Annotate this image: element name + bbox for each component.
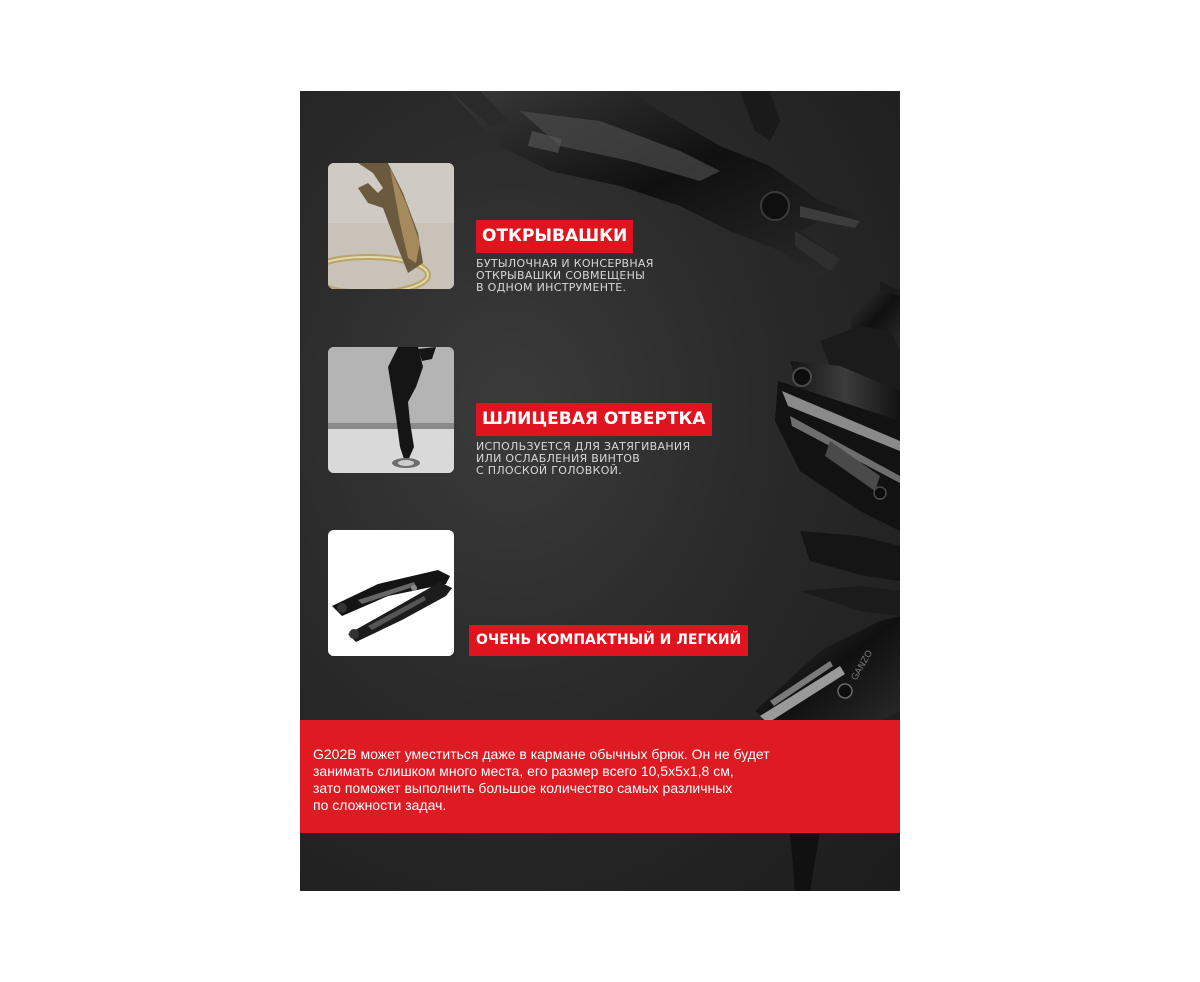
feature-description-openers: БУТЫЛОЧНАЯ И КОНСЕРВНАЯ ОТКРЫВАШКИ СОВМЕЩЕНЫ В ОДНОМ ИНСТРУМЕНТЕ.: [476, 257, 654, 294]
feature-title-compact: ОЧЕНЬ КОМПАКТНЫЙ И ЛЕГКИЙ: [469, 625, 748, 656]
feature-title-screwdriver: ШЛИЦЕВАЯ ОТВЕРТКА: [476, 403, 712, 436]
blade-bottom-shape: [790, 831, 820, 891]
lower-pliers-shape: [755, 531, 900, 731]
banner-text: G202B может уместиться даже в кармане обычных брюк. Он не будет занимать слишком много места, его размер всего 10,5х5х1,8 см, зато поможет выполнить большое количество самых различных по сложности задач.: [313, 746, 770, 813]
feature-description-screwdriver: ИСПОЛЬЗУЕТСЯ ДЛЯ ЗАТЯГИВАНИЯ ИЛИ ОСЛАБЛЕНИЯ ВИНТОВ С ПЛОСКОЙ ГОЛОВКОЙ.: [476, 440, 691, 477]
feature-title-openers: ОТКРЫВАШКИ: [476, 220, 633, 253]
opener-thumbnail: [328, 163, 454, 289]
screwdriver-thumbnail: [328, 347, 454, 473]
product-card: [300, 91, 900, 891]
side-multitool-shape: [775, 281, 900, 531]
compact-tool-thumbnail: [328, 530, 454, 656]
tool-brand-text: GANZO: [849, 648, 876, 683]
